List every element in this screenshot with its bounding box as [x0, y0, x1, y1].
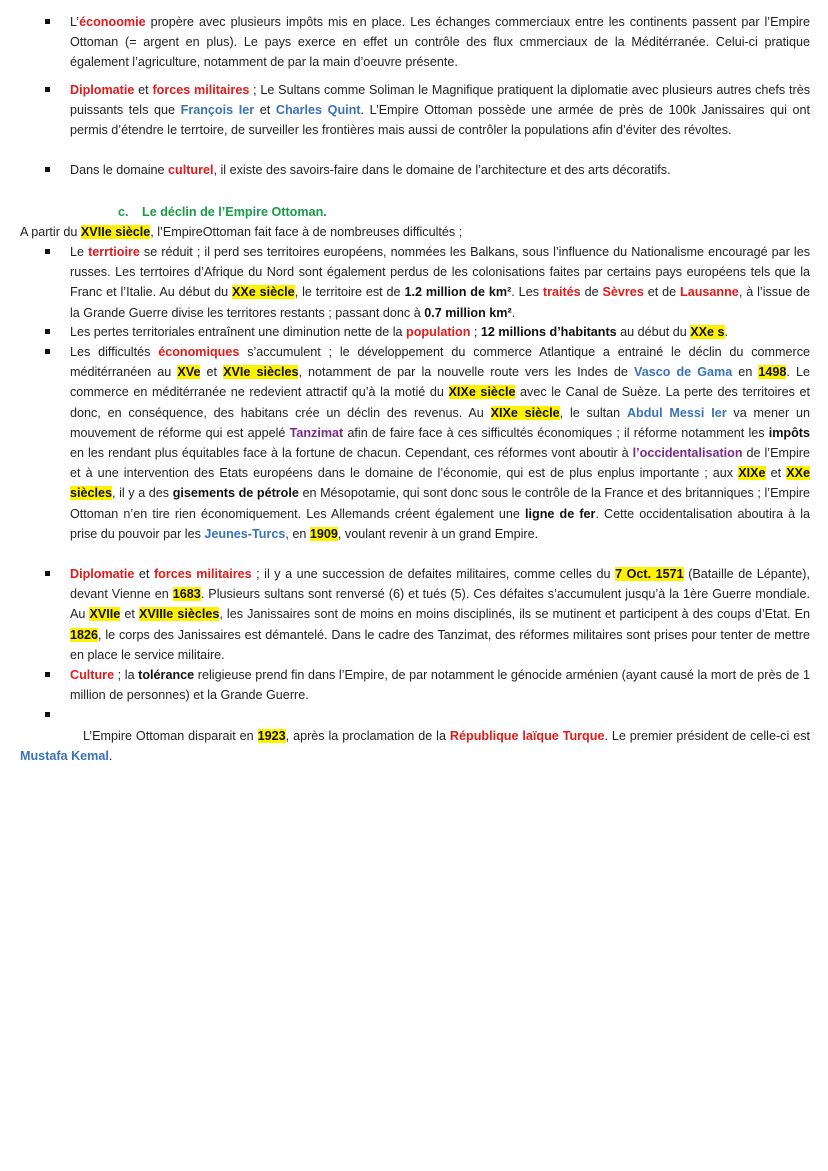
text-run-b: tolérance [138, 668, 195, 682]
text-run: , notamment de par la nouvelle route vers les Indes de [298, 365, 635, 380]
text-run: propère avec plusieurs impôts mis en place. Les échanges commerciaux entre les continents passent par l’Empire Ottoman (= argent en plus). Le pays exerce en effet un contrôle des flux cmmerciaux de la Méditérranée. Celui-ci pratique également l’agriculture, notamment de par la main d’oeuvre présente. [70, 15, 810, 70]
text-run-hl: XVIe siècles [223, 365, 299, 380]
text-run: (Bataille de Lépante), devant Vienne en [70, 567, 810, 602]
text-run: ; la [114, 668, 139, 682]
text-run-red: forces militaires [153, 567, 252, 581]
text-run-b: 12 millions d’habitants [480, 325, 617, 339]
text-run: , l’EmpireOttoman fait face à de nombreuses difficultés ; [150, 225, 463, 239]
text-run: s’accumulent ; le développement du commerce Atlantique a entrainé le déclin du commerce méditérranéen au [70, 345, 810, 380]
paragraph-text [20, 729, 810, 763]
section-heading [118, 202, 327, 222]
text-run-blue: François Ier [180, 103, 255, 118]
paragraph-text [70, 15, 810, 69]
text-run-red: traités [542, 285, 581, 300]
text-run-hl: XXe siècle [231, 285, 295, 300]
paragraph-text [70, 245, 810, 320]
text-run: va mener un mouvement de réforme qui est appelé [70, 405, 810, 440]
bullet-marker [45, 87, 50, 92]
text-run: . Le premier président de celle-ci est [604, 729, 810, 743]
bullet-territory [70, 242, 810, 323]
text-run: Les difficultés [70, 345, 159, 359]
text-run-red: Culture [70, 668, 115, 682]
text-run-hl: XVIIe siècle [80, 225, 151, 239]
text-run-red: Diplomatie [70, 83, 135, 97]
text-run-b: gisements de pétrole [172, 486, 299, 501]
text-run-red: République laïque Turque [449, 729, 605, 743]
text-run-blue: Abdul Messi Ier [626, 405, 727, 420]
text-run-hl: 1923 [257, 729, 286, 743]
text-run-hl: XVIIe [89, 607, 121, 622]
paragraph-text [70, 325, 728, 339]
text-run-hl: XXe s [690, 325, 725, 339]
text-run: religieuse prend fin dans l’Empire, de par notamment le génocide arménien (ayant causé la mort de près de 1 million de personnes) et la Grande Guerre. [70, 668, 810, 703]
text-run-red: population [406, 325, 471, 339]
text-run-hl: XVIIIe siècles [138, 607, 220, 622]
bullet-marker [45, 19, 50, 24]
text-run: , il existe des savoirs-faire dans le domaine de l’architecture et des arts décoratifs. [213, 163, 671, 177]
text-run: et [134, 567, 154, 581]
paragraph-text [20, 225, 462, 239]
text-run: de l’Empire et à une intervention des Etats européens dans le domaine de l’économie, qui est de plus enplus importante ; aux [70, 446, 810, 481]
text-run-red: économiques [158, 345, 240, 359]
text-run-hl: 1683 [172, 587, 201, 602]
text-run-red: forces militaires [152, 83, 250, 97]
text-run-hl: XXe siècles [70, 466, 810, 501]
text-run-blue: Vasco de Gama [634, 365, 733, 380]
text-run: Le [70, 245, 89, 259]
paragraph-text [70, 345, 810, 541]
text-run: et [134, 83, 153, 97]
text-run: se réduit ; il perd ses territoires européens, nommées les Balkans, sous l’influence du Nationalisme encouragé par les russes. Les terrtoires d’Afrique du Nord sont également perdus de les colonisations faites par certains pays européens tels que la Franc et l’Italie. Au début du [70, 245, 810, 300]
paragraph-text [70, 668, 810, 702]
text-run: , le sultan [559, 405, 627, 420]
text-run-hl: 1498 [758, 365, 787, 380]
text-run: , les Janissaires sont de moins en moins disciplinés, ils se mutinent et participent à des coups d’Etat. En [219, 607, 810, 622]
bullet-marker [45, 249, 50, 254]
text-run: au début du [616, 325, 691, 339]
intro-paragraph [20, 222, 810, 242]
text-run: afin de faire face à ces sifficultés économiques ; il réforme notamment les [343, 425, 769, 440]
text-run: , il y a des [112, 486, 173, 501]
text-run-purple: Tanzimat [289, 425, 344, 440]
paragraph-text [70, 83, 810, 137]
text-run-b: impôts [768, 425, 810, 440]
text-run: Dans le domaine [70, 163, 169, 177]
text-run-hl: XIXe siècle [448, 385, 516, 400]
bullet-marker [45, 329, 50, 334]
text-run-purple: l’occidentalisation [632, 446, 743, 461]
text-run-b: 1.2 million de km² [404, 285, 512, 300]
text-run: ; il y a une succession de defaites militaires, comme celles du [251, 567, 616, 581]
text-run: et [120, 607, 139, 622]
text-run-red: terrtioire [88, 245, 140, 259]
text-run-blue: Jeunes-Turcs [204, 526, 286, 541]
text-run-red: éconoomie [79, 15, 146, 29]
text-run: en les rendant plus équitables face à la fortune de chacun. Cependant, ces réformes vont aboutir à [70, 446, 633, 461]
bullet-population [70, 322, 810, 342]
text-run: en [732, 365, 759, 380]
text-run-blue: Charles Quint [275, 103, 361, 118]
text-run: avec le Canal de Suèze. La perte des territoires et donc, en conséquence, des habitans crée un déclin des revenus. Au [70, 385, 810, 420]
text-run-b: 0.7 million km² [424, 305, 512, 320]
text-run: , le corps des Janissaires est démantelé. Dans le cadre des Tanzimat, des réformes militaires sont prises pour tenter de mettre en place le service militaire. [70, 627, 810, 662]
bullet-marker [45, 712, 50, 717]
text-run: . [511, 305, 516, 320]
text-run-blue: Mustafa Kemal [20, 749, 109, 764]
text-run: . Cette occidentalisation aboutira à la prise du pouvoir par les [70, 506, 811, 541]
bullet-marker [45, 349, 50, 354]
text-run: , voulant revenir à un grand Empire. [337, 526, 539, 541]
bullet-culture-tolerance [70, 665, 810, 705]
text-run: L’Empire Ottoman disparait en [83, 729, 258, 743]
bullet-marker [45, 672, 50, 677]
text-run-red: Sèvres [602, 285, 644, 300]
text-run: et [254, 103, 276, 118]
paragraph-text [70, 708, 74, 722]
text-run-hl: XIXe siècle [490, 405, 560, 420]
text-run-hl: 1826 [70, 627, 99, 642]
bullet-economic-difficulties [70, 342, 810, 544]
bullet-military [70, 564, 810, 665]
text-run-red: Lausanne [680, 285, 739, 300]
text-run: , après la proclamation de la [285, 729, 450, 743]
bullet-economy [70, 12, 810, 73]
text-run: , le territoire est de [294, 285, 405, 300]
heading-letter: c. [118, 205, 129, 219]
text-run: , en [285, 526, 310, 541]
text-run: et [765, 466, 787, 481]
bullet-marker [45, 571, 50, 576]
text-run: . [724, 325, 729, 339]
paragraph-text [70, 163, 671, 177]
text-run: , à l’issue de la Grande Guerre divise les territores restants ; passant donc à [70, 285, 810, 320]
text-run: ; Le Sultans comme Soliman le Magnifique pratiquent la diplomatie avec plusieurs autres chefs très puissants tels que [70, 83, 810, 118]
text-run: et [200, 365, 224, 380]
text-run-hl: 1909 [309, 526, 338, 541]
paragraph-text [70, 567, 810, 662]
bullet-empty [70, 705, 810, 725]
text-run: A partir du [20, 225, 81, 239]
bullet-marker [45, 167, 50, 172]
bullet-culture [70, 160, 810, 180]
text-run: Les pertes territoriales entraînent une diminution nette de la [70, 325, 407, 339]
text-run: . L’Empire Ottoman possède une armée de près de 100k Janissaires qui ont permis d’étendre le terrtoire, de surveiller les frontières mais aussi de contrôler la populations afin d’éviter des révoltes. [70, 103, 810, 138]
text-run: ; [470, 325, 481, 339]
text-run-red: Diplomatie [70, 567, 135, 581]
text-run: L’ [70, 15, 80, 29]
text-run: de [580, 285, 603, 300]
text-run: . Plusieurs sultans sont renversé (6) et tués (5). Ces défaites s’accumulent jusqu’à la 1ère Guerre mondiale. Au [70, 587, 810, 622]
text-run-hl: XVe [177, 365, 201, 380]
heading-title: Le déclin de l’Empire Ottoman. [142, 205, 327, 219]
bullet-diplomacy [70, 80, 810, 141]
text-run: . [108, 749, 113, 764]
text-run: . Les [511, 285, 543, 300]
conclusion-paragraph [20, 726, 810, 766]
text-run-red: culturel [168, 163, 214, 177]
text-run-hl: 7 Oct. 1571 [615, 567, 684, 581]
text-run: et de [643, 285, 681, 300]
text-run: . Le commerce en méditérranée ne redevient attractif qu’à la motié du [70, 365, 810, 400]
text-run: en Mésopotamie, qui sont donc sous le contrôle de la France et des britanniques ; l’Empire Ottoman n’en tire rien économiquement. Les Allemands créent également une [70, 486, 810, 521]
text-run-hl: XIXe [738, 466, 766, 481]
text-run-b: ligne de fer [525, 506, 596, 521]
